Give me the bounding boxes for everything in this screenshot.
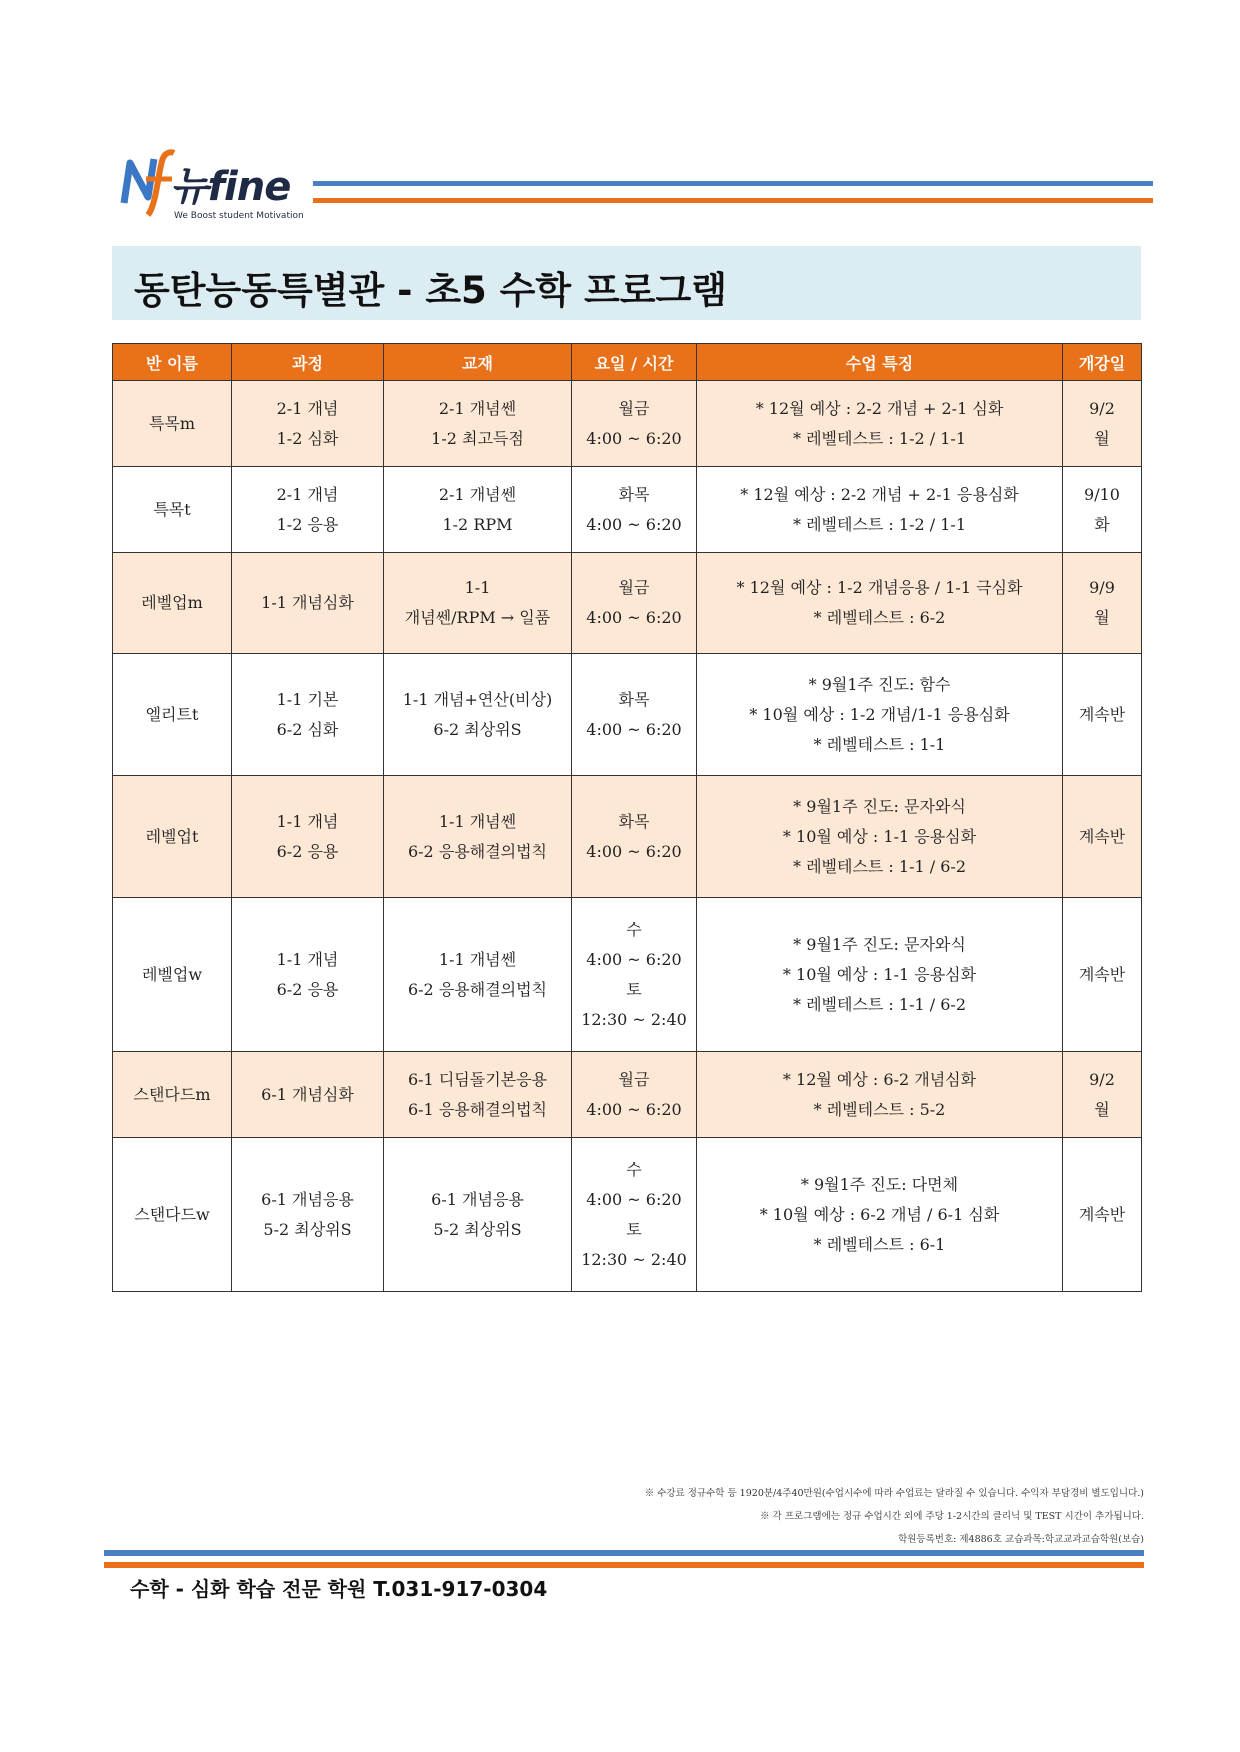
cell-class-name: 레벨업t <box>113 776 232 898</box>
cell-course-line: 1-1 개념심화 <box>261 593 354 612</box>
cell-textbook-line: 5-2 최상위S <box>433 1219 522 1239</box>
cell-start-date <box>1063 1052 1142 1138</box>
cell-course <box>232 1138 384 1292</box>
cell-schedule <box>572 467 697 553</box>
cell-textbook <box>384 1138 572 1292</box>
cell-start-date-line: 계속반 <box>1078 826 1126 846</box>
cell-features-line: * 9월1주 진도: 다면체 <box>800 1174 959 1194</box>
table-row <box>113 898 1142 1052</box>
cell-start-date-line: 계속반 <box>1078 704 1126 724</box>
cell-features <box>697 1052 1063 1138</box>
col-header-start-date: 개강일 <box>1063 344 1142 381</box>
schedule-table <box>112 343 1142 1292</box>
cell-features <box>697 1138 1063 1292</box>
cell-course-line: 1-1 기본 <box>276 689 339 709</box>
cell-start-date <box>1063 776 1142 898</box>
cell-features-line: * 9월1주 진도: 함수 <box>808 674 951 694</box>
registration-note: 학원등록번호: 제4886호 교습과목:학교교과교습학원(보습) <box>898 1534 1144 1545</box>
cell-textbook-line: 1-2 RPM <box>442 514 513 534</box>
cell-textbook <box>384 467 572 553</box>
cell-features-line: * 12월 예상 : 1-2 개념응용 / 1-1 극심화 <box>736 578 1023 597</box>
cell-start-date <box>1063 553 1142 654</box>
cell-features-line: * 레벨테스트 : 1-2 / 1-1 <box>792 428 967 448</box>
cell-features-line: * 10월 예상 : 1-2 개념/1-1 응용심화 <box>749 704 1010 724</box>
cell-course <box>232 553 384 654</box>
clinic-note: ※ 각 프로그램에는 정규 수업시간 외에 주당 1-2시간의 클리닉 및 TEST 시간이 추가됩니다. <box>760 1511 1144 1522</box>
fee-note: ※ 수강료 정규수학 등 1920분/4주40만원(수업시수에 따라 수업료는 달라질 수 있습니다. 수익자 부담경비 별도입니다.) <box>644 1488 1144 1499</box>
cell-textbook-line: 6-2 응용해결의법칙 <box>407 979 548 999</box>
col-header-textbook: 교재 <box>384 344 572 381</box>
cell-features-line: * 레벨테스트 : 1-1 / 6-2 <box>792 994 967 1014</box>
cell-textbook-line: 6-2 최상위S <box>433 719 522 739</box>
cell-course <box>232 898 384 1052</box>
cell-start-date-line: 9/9 <box>1089 578 1115 597</box>
table-row <box>113 467 1142 553</box>
cell-features-line: * 10월 예상 : 6-2 개념 / 6-1 심화 <box>759 1204 1000 1224</box>
cell-course <box>232 381 384 467</box>
cell-start-date <box>1063 654 1142 776</box>
cell-textbook-line: 개념쎈/RPM → 일품 <box>404 608 551 627</box>
table-row <box>113 381 1142 467</box>
footer-divider-orange <box>104 1562 1144 1568</box>
cell-schedule-line: 월금 <box>618 1069 650 1089</box>
cell-schedule <box>572 1052 697 1138</box>
cell-schedule <box>572 1138 697 1292</box>
header-divider-blue <box>313 181 1153 186</box>
cell-schedule <box>572 381 697 467</box>
col-header-class-name: 반 이름 <box>113 344 232 381</box>
cell-class-name: 스탠다드m <box>113 1052 232 1138</box>
col-header-schedule: 요일 / 시간 <box>572 344 697 381</box>
cell-course-line: 2-1 개념 <box>276 484 339 504</box>
cell-start-date-line: 화 <box>1094 514 1110 534</box>
table-row <box>113 654 1142 776</box>
cell-course-line: 1-2 심화 <box>276 428 339 448</box>
cell-textbook-line: 2-1 개념쎈 <box>438 484 517 504</box>
cell-start-date-line: 9/2 <box>1089 398 1115 418</box>
cell-schedule-line: 12:30 ~ 2:40 <box>581 1249 687 1269</box>
cell-textbook <box>384 553 572 654</box>
cell-course-line: 6-1 개념심화 <box>261 1084 354 1104</box>
cell-schedule <box>572 898 697 1052</box>
cell-course-line: 1-2 응용 <box>276 514 339 534</box>
cell-class-name: 엘리트t <box>113 654 232 776</box>
cell-schedule-line: 화목 <box>618 689 650 709</box>
cell-start-date-line: 월 <box>1094 1099 1110 1119</box>
cell-schedule-line: 월금 <box>618 578 650 597</box>
cell-start-date-line: 월 <box>1094 608 1110 627</box>
cell-features <box>697 776 1063 898</box>
cell-textbook-line: 1-2 최고득점 <box>431 428 524 448</box>
cell-schedule-line: 화목 <box>618 811 650 831</box>
cell-textbook-line: 1-1 <box>464 578 491 597</box>
cell-schedule-line: 수 <box>626 1159 642 1179</box>
cell-features-line: * 9월1주 진도: 문자와식 <box>793 796 966 816</box>
cell-textbook <box>384 898 572 1052</box>
cell-features-line: * 레벨테스트 : 5-2 <box>813 1099 946 1119</box>
brand-logo <box>118 145 304 225</box>
cell-schedule-line: 토 <box>626 979 642 999</box>
cell-course-line: 5-2 최상위S <box>263 1219 352 1239</box>
cell-schedule-line: 4:00 ~ 6:20 <box>586 949 682 969</box>
cell-class-name: 스탠다드w <box>113 1138 232 1292</box>
cell-features <box>697 467 1063 553</box>
cell-schedule-line: 4:00 ~ 6:20 <box>586 719 682 739</box>
cell-textbook-line: 1-1 개념쎈 <box>438 811 517 831</box>
cell-schedule-line: 4:00 ~ 6:20 <box>586 1189 682 1209</box>
cell-start-date <box>1063 1138 1142 1292</box>
cell-start-date-line: 9/2 <box>1089 1069 1115 1089</box>
cell-schedule <box>572 553 697 654</box>
header-divider-orange <box>313 198 1153 203</box>
cell-schedule <box>572 776 697 898</box>
cell-course-line: 6-2 응용 <box>276 841 339 861</box>
cell-course-line: 6-2 심화 <box>276 719 339 739</box>
cell-features-line: * 12월 예상 : 6-2 개념심화 <box>782 1069 977 1089</box>
cell-course-line: 6-1 개념응용 <box>261 1189 354 1209</box>
cell-course <box>232 1052 384 1138</box>
cell-textbook-line: 6-1 개념응용 <box>431 1189 524 1209</box>
table-row <box>113 1052 1142 1138</box>
cell-features-line: * 12월 예상 : 2-2 개념 + 2-1 심화 <box>755 398 1004 418</box>
cell-features <box>697 898 1063 1052</box>
cell-features-line: * 레벨테스트 : 1-1 / 6-2 <box>792 856 967 876</box>
cell-textbook <box>384 654 572 776</box>
cell-features-line: * 레벨테스트 : 6-2 <box>813 608 946 627</box>
cell-course-line: 6-2 응용 <box>276 979 339 999</box>
cell-start-date <box>1063 381 1142 467</box>
cell-textbook-line: 2-1 개념쎈 <box>438 398 517 418</box>
cell-textbook-line: 6-1 응용해결의법칙 <box>407 1099 548 1119</box>
cell-course-line: 1-1 개념 <box>276 811 339 831</box>
col-header-features: 수업 특징 <box>697 344 1063 381</box>
cell-schedule <box>572 654 697 776</box>
cell-schedule-line: 수 <box>626 919 642 939</box>
cell-schedule-line: 12:30 ~ 2:40 <box>581 1009 687 1029</box>
table-row <box>113 1138 1142 1292</box>
page-title: 동탄능동특별관 - 초5 수학 프로그램 <box>134 269 728 312</box>
logo-text: 뉴fine <box>170 164 291 210</box>
nf-logo-mark-icon <box>118 145 178 225</box>
cell-schedule-line: 화목 <box>618 484 650 504</box>
cell-class-name: 레벨업m <box>113 553 232 654</box>
cell-start-date <box>1063 898 1142 1052</box>
title-banner <box>112 246 1141 320</box>
cell-textbook-line: 1-1 개념+연산(비상) <box>402 689 553 709</box>
cell-start-date-line: 계속반 <box>1078 1204 1126 1224</box>
cell-schedule-line: 4:00 ~ 6:20 <box>586 608 682 627</box>
cell-schedule-line: 4:00 ~ 6:20 <box>586 841 682 861</box>
cell-course <box>232 654 384 776</box>
footer-contact: 수학 - 심화 학습 전문 학원 T.031-917-0304 <box>130 1577 548 1601</box>
cell-schedule-line: 4:00 ~ 6:20 <box>586 514 682 534</box>
cell-features-line: * 레벨테스트 : 1-2 / 1-1 <box>792 514 967 534</box>
table-header-row <box>113 344 1142 381</box>
cell-textbook-line: 1-1 개념쎈 <box>438 949 517 969</box>
cell-features <box>697 654 1063 776</box>
cell-features-line: * 레벨테스트 : 1-1 <box>813 734 946 754</box>
cell-schedule-line: 월금 <box>618 398 650 418</box>
cell-course <box>232 467 384 553</box>
cell-textbook-line: 6-1 디딤돌기본응용 <box>407 1069 548 1089</box>
cell-schedule-line: 4:00 ~ 6:20 <box>586 1099 682 1119</box>
cell-course <box>232 776 384 898</box>
cell-features-line: * 12월 예상 : 2-2 개념 + 2-1 응용심화 <box>740 484 1019 504</box>
table-row <box>113 553 1142 654</box>
cell-textbook <box>384 381 572 467</box>
col-header-course: 과정 <box>232 344 384 381</box>
cell-textbook-line: 6-2 응용해결의법칙 <box>407 841 548 861</box>
cell-schedule-line: 토 <box>626 1219 642 1239</box>
footer-divider-blue <box>104 1550 1144 1556</box>
cell-features-line: * 10월 예상 : 1-1 응용심화 <box>782 826 977 846</box>
cell-start-date-line: 월 <box>1094 428 1110 448</box>
cell-start-date-line: 9/10 <box>1084 484 1120 504</box>
cell-class-name: 특목t <box>113 467 232 553</box>
cell-start-date <box>1063 467 1142 553</box>
cell-features <box>697 381 1063 467</box>
cell-features-line: * 10월 예상 : 1-1 응용심화 <box>782 964 977 984</box>
cell-schedule-line: 4:00 ~ 6:20 <box>586 428 682 448</box>
cell-course-line: 1-1 개념 <box>276 949 339 969</box>
cell-features-line: * 9월1주 진도: 문자와식 <box>793 934 966 954</box>
cell-features <box>697 553 1063 654</box>
cell-textbook <box>384 1052 572 1138</box>
cell-textbook <box>384 776 572 898</box>
cell-class-name: 레벨업w <box>113 898 232 1052</box>
cell-class-name: 특목m <box>113 381 232 467</box>
cell-features-line: * 레벨테스트 : 6-1 <box>813 1234 946 1254</box>
cell-start-date-line: 계속반 <box>1078 964 1126 984</box>
logo-tagline: We Boost student Motivation <box>174 211 304 221</box>
cell-course-line: 2-1 개념 <box>276 398 339 418</box>
table-row <box>113 776 1142 898</box>
